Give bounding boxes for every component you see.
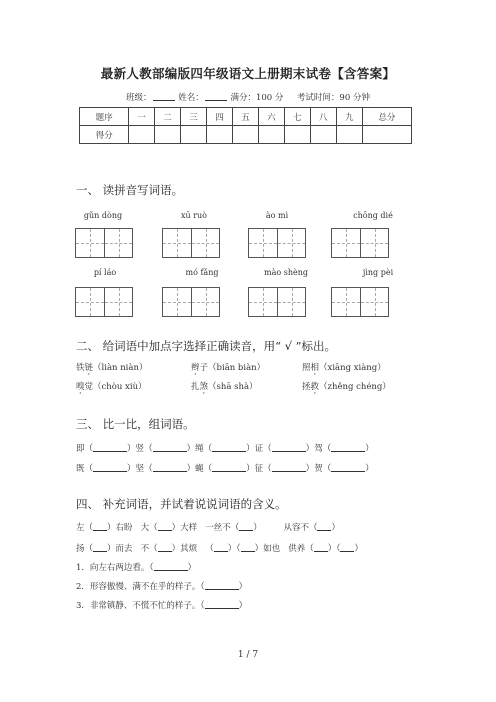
word-building-row: 即（ ）竖（ ）绳（ ）证（ ）驾（ ）	[76, 444, 374, 454]
pronunciation-item[interactable]: 辫子（biān biàn）	[191, 363, 266, 373]
writing-grid[interactable]	[162, 287, 220, 317]
pronunciation-item[interactable]: 嗅觉（chòu xiù）	[76, 382, 147, 392]
writing-grid[interactable]	[162, 228, 220, 258]
writing-grid[interactable]	[331, 287, 389, 317]
writing-grid[interactable]	[248, 228, 306, 258]
writing-grid[interactable]	[75, 228, 133, 258]
class-blank[interactable]	[153, 91, 175, 101]
section-4-title: 四、 补充词语，并试着说说词语的含义。	[76, 497, 287, 511]
pinyin: jìng pèi	[362, 268, 394, 277]
word-building-row: 既（ ）坚（ ）蝇（ ）征（ ）贺（ ）	[76, 464, 374, 474]
pinyin: mào shèng	[264, 268, 308, 277]
idiom-fill-row: 扬（ ）而去 不（ ）其烦 （ ）（ ）如也 供养（ ）（ ）	[76, 544, 363, 554]
score-table-header: 题序 一 二 三 四 五 六 七 八 九 总分	[80, 108, 412, 126]
writing-grid[interactable]	[331, 228, 389, 258]
pinyin: pí láo	[93, 268, 117, 277]
page-number: 1 / 7	[237, 650, 259, 660]
pinyin: chōng dié	[353, 211, 393, 220]
meaning-item: 2．形容傲慢、满不在乎的样子。（ ）	[76, 582, 248, 592]
meaning-item: 1．向左右两边看。（ ）	[76, 563, 197, 573]
meaning-item: 3．非常镇静、不慌不忙的样子。（ ）	[76, 601, 248, 611]
score-table-row: 得分	[80, 126, 412, 144]
pinyin: xū ruò	[181, 211, 207, 220]
section-3-title: 三、 比一比，组词语。	[76, 417, 195, 431]
writing-grid[interactable]	[248, 287, 306, 317]
section-2-title: 二、 给词语中加点字选择正确读音，用“ √ ”标出。	[76, 339, 337, 353]
score-table	[79, 107, 412, 144]
pronunciation-item[interactable]: 拯救（zhěng chéng）	[302, 382, 391, 392]
name-blank[interactable]	[205, 91, 227, 101]
pinyin: mó fǎng	[185, 268, 219, 277]
pinyin: ào mì	[265, 211, 289, 220]
pronunciation-item[interactable]: 扎煞（shā shà）	[191, 382, 258, 392]
exam-info: 班级： 姓名： 满分：100 分 考试时间：90 分钟	[126, 93, 370, 103]
section-1-title: 一、 读拼音写词语。	[76, 183, 184, 197]
pinyin: gǔn dòng	[83, 211, 123, 220]
pronunciation-item[interactable]: 照相（xiāng xiàng）	[302, 363, 386, 373]
idiom-fill-row: 左（ ）右盼 大（ ）大样 一丝不（ ） 从容不（ ）	[76, 523, 340, 533]
exam-title: 最新人教部编版四年级语文上册期末试卷【含答案】	[100, 66, 396, 81]
writing-grid[interactable]	[75, 287, 133, 317]
pronunciation-item[interactable]: 铁链（liàn niàn）	[76, 363, 148, 373]
